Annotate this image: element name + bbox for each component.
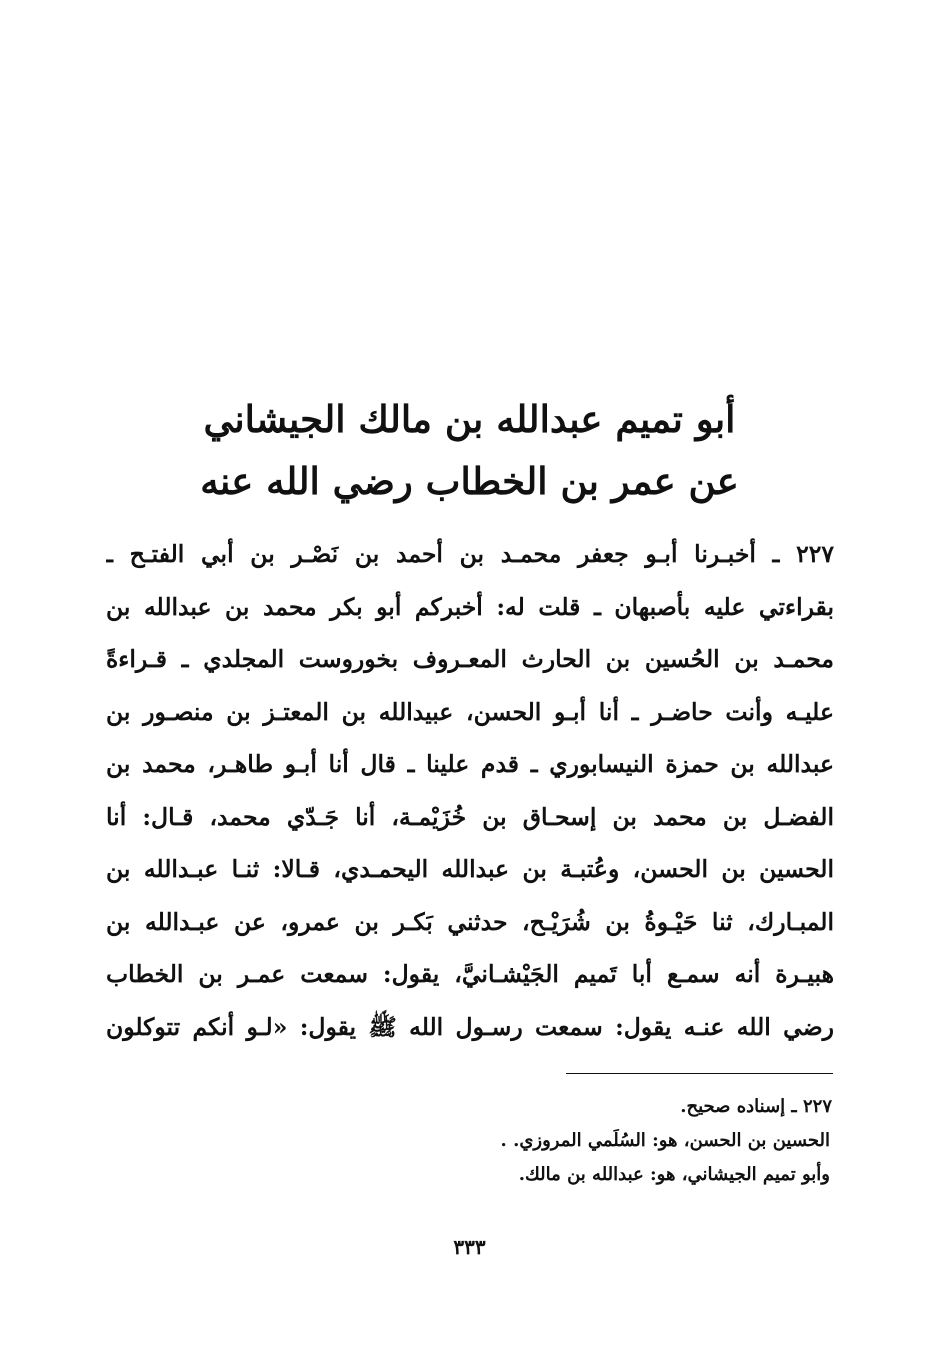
footnote-separator-rule bbox=[566, 1073, 833, 1074]
chapter-title-line-2: عن عمر بن الخطاب رضي الله عنه bbox=[200, 459, 739, 503]
page-number: ٣٣٣ bbox=[453, 1235, 486, 1259]
footnote-line-2: الحسين بن الحسن، هو: السُلَمي المروزي. . bbox=[500, 1130, 830, 1151]
body-line: الفضـل بن محمد بن إسحـاق بن خُزَيْمـة، أنا جَـدّي محمد، قـال: أنا bbox=[106, 802, 834, 831]
footnotes bbox=[200, 1090, 832, 1192]
body-line: محمـد بن الحُسين بن الحارث المعـروف بخوروست المجلدي ـ قـراءةً bbox=[106, 645, 834, 673]
footnote-line-3: وأبو تميم الجيشاني، هو: عبدالله بن مالك. bbox=[518, 1164, 830, 1185]
footnote-line-1: ٢٢٧ ـ إسناده صحيح. bbox=[680, 1096, 832, 1117]
chapter-title bbox=[100, 388, 839, 512]
body-line: بقراءتي عليه بأصبهان ـ قلت له: أخبركم أبو بكر محمد بن عبدالله بن bbox=[106, 592, 834, 621]
body-line: المبـارك، ثنا حَيْـوةُ بن شُرَيْـح، حدثني بَكـر بن عمرو، عن عبـدالله بن bbox=[106, 907, 834, 936]
body-line: ٢٢٧ ـ أخبـرنا أبـو جعفر محمـد بن أحمد بن نَصْـر بن أبي الفتـح ـ bbox=[106, 540, 834, 568]
body-line: عليـه وأنت حاضـر ـ أنا أبـو الحسن، عبيدالله بن المعتـز بن منصـور بن bbox=[106, 697, 834, 726]
hadith-body-text bbox=[106, 528, 834, 1053]
body-line: هبيـرة أنه سمـع أبا تَميم الجَيْشـانيَّ، يقول: سمعت عمـر بن الخطاب bbox=[106, 960, 834, 988]
body-line: الحسين بن الحسن، وعُتبـة بن عبدالله اليحمـدي، قـالا: ثنـا عبـدالله بن bbox=[106, 855, 834, 883]
chapter-title-line-1: أبو تميم عبدالله بن مالك الجيشاني bbox=[203, 397, 736, 441]
body-line: عبدالله بن حمزة النيسابوري ـ قدم علينا ـ قال أنا أبـو طاهـر، محمد بن bbox=[106, 750, 834, 778]
body-line: رضي الله عنـه يقول: سمعت رسـول الله ﷺ يقول: «لـو أنكم تتوكلون bbox=[106, 1012, 834, 1041]
